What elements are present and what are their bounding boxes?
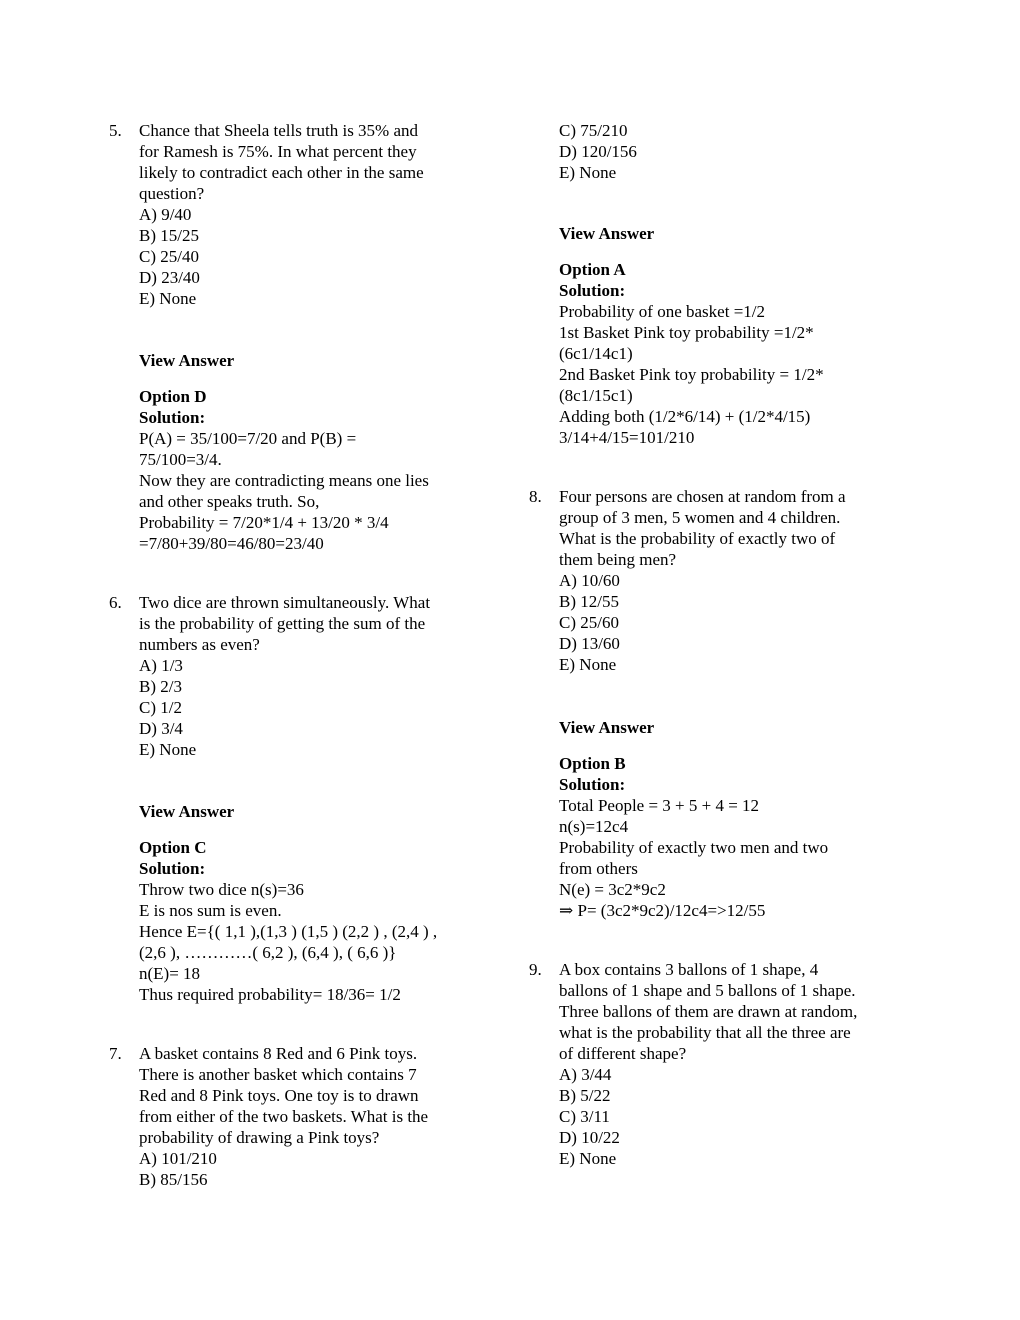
correct-option: Option D [139, 387, 207, 406]
answer-option: A) 101/210 [139, 1149, 217, 1168]
question-number: 7. [109, 1044, 122, 1063]
solution-label: Solution: [559, 281, 626, 300]
solution-text: =7/80+39/80=46/80=23/40 [139, 534, 324, 553]
answer-option: A) 1/3 [139, 656, 183, 675]
solution-text: n(E)= 18 [139, 964, 201, 983]
answer-option: C) 25/60 [559, 613, 619, 632]
solution-block [559, 259, 824, 448]
correct-option: Option B [559, 754, 626, 773]
question-text: A box contains 3 ballons of 1 shape, 4 [559, 960, 819, 979]
question-text: numbers as even? [139, 635, 260, 654]
solution-text: E is nos sum is even. [139, 901, 282, 920]
question-9 [529, 959, 858, 1169]
question-number: 9. [529, 960, 542, 979]
solution-label: Solution: [559, 775, 626, 794]
solution-text: Probability of one basket =1/2 [559, 302, 766, 321]
question-8 [529, 486, 846, 675]
answer-option: A) 10/60 [559, 571, 620, 590]
view-answer [139, 350, 234, 371]
answer-option: B) 2/3 [139, 677, 182, 696]
view-answer [559, 717, 654, 738]
solution-text: Hence E={( 1,1 ),(1,3 ) (1,5 ) (2,2 ) , (2,4 ) , [139, 922, 438, 941]
question-text: Chance that Sheela tells truth is 35% and [139, 121, 419, 140]
answer-option: B) 85/156 [139, 1170, 208, 1189]
question-text: for Ramesh is 75%. In what percent they [139, 142, 417, 161]
question-text: group of 3 men, 5 women and 4 children. [559, 508, 841, 527]
answer-option: B) 12/55 [559, 592, 619, 611]
answer-option: D) 23/40 [139, 268, 200, 287]
view-answer-link[interactable]: View Answer [139, 802, 235, 821]
solution-text: ⇒ P= (3c2*9c2)/12c4=>12/55 [559, 901, 766, 920]
solution-text: (8c1/15c1) [559, 386, 633, 405]
question-text: Four persons are chosen at random from a [559, 487, 846, 506]
question-text: Two dice are thrown simultaneously. What [139, 593, 431, 612]
answer-option: E) None [559, 163, 617, 182]
answer-option: D) 10/22 [559, 1128, 620, 1147]
solution-text: 2nd Basket Pink toy probability = 1/2* [559, 365, 824, 384]
solution-text: Total People = 3 + 5 + 4 = 12 [559, 796, 760, 815]
question-text: Three ballons of them are drawn at random, [559, 1002, 858, 1021]
solution-block [139, 837, 437, 1005]
question-number: 5. [109, 121, 122, 140]
question-text: likely to contradict each other in the same [139, 163, 424, 182]
question-text: of different shape? [559, 1044, 687, 1063]
question-text: from either of the two baskets. What is the [139, 1107, 429, 1126]
solution-text: Now they are contradicting means one lies [139, 471, 429, 490]
answer-option: E) None [139, 740, 197, 759]
answer-option: D) 13/60 [559, 634, 620, 653]
answer-option: B) 15/25 [139, 226, 199, 245]
correct-option: Option C [139, 838, 207, 857]
question-number: 6. [109, 593, 122, 612]
solution-text: N(e) = 3c2*9c2 [559, 880, 666, 899]
answer-option: C) 75/210 [559, 121, 628, 140]
answer-option: D) 120/156 [559, 142, 637, 161]
solution-text: 1st Basket Pink toy probability =1/2* [559, 323, 814, 342]
solution-text: (2,6 ), …………( 6,2 ), (6,4 ), ( 6,6 )} [139, 943, 397, 962]
view-answer-link[interactable]: View Answer [559, 224, 655, 243]
solution-block [139, 386, 429, 554]
question-text: probability of drawing a Pink toys? [139, 1128, 380, 1147]
view-answer [559, 223, 654, 244]
question-5 [109, 120, 424, 309]
question-text: them being men? [559, 550, 677, 569]
answer-option: E) None [139, 289, 197, 308]
question-options-continued [559, 120, 637, 183]
solution-block [559, 753, 828, 921]
question-text: what is the probability that all the three are [559, 1023, 851, 1042]
solution-text: Probability = 7/20*1/4 + 13/20 * 3/4 [139, 513, 389, 532]
solution-text: Probability of exactly two men and two [559, 838, 829, 857]
question-number: 8. [529, 487, 542, 506]
solution-text: Throw two dice n(s)=36 [139, 880, 304, 899]
correct-option: Option A [559, 260, 626, 279]
question-text: A basket contains 8 Red and 6 Pink toys. [139, 1044, 418, 1063]
view-answer-link[interactable]: View Answer [139, 351, 235, 370]
answer-option: A) 3/44 [559, 1065, 612, 1084]
solution-text: from others [559, 859, 638, 878]
view-answer [139, 801, 234, 822]
solution-label: Solution: [139, 408, 206, 427]
answer-option: C) 1/2 [139, 698, 182, 717]
answer-option: B) 5/22 [559, 1086, 611, 1105]
answer-option: E) None [559, 655, 617, 674]
question-text: question? [139, 184, 205, 203]
question-7 [109, 1043, 429, 1190]
answer-option: D) 3/4 [139, 719, 183, 738]
question-text: There is another basket which contains 7 [139, 1065, 417, 1084]
question-text: ballons of 1 shape and 5 ballons of 1 shape. [559, 981, 856, 1000]
view-answer-link[interactable]: View Answer [559, 718, 655, 737]
question-text: is the probability of getting the sum of the [139, 614, 426, 633]
solution-text: Thus required probability= 18/36= 1/2 [139, 985, 401, 1004]
solution-label: Solution: [139, 859, 206, 878]
solution-text: n(s)=12c4 [559, 817, 629, 836]
solution-text: P(A) = 35/100=7/20 and P(B) = [139, 429, 357, 448]
answer-option: C) 25/40 [139, 247, 199, 266]
solution-text: Adding both (1/2*6/14) + (1/2*4/15) [559, 407, 811, 426]
question-text: Red and 8 Pink toys. One toy is to drawn [139, 1086, 419, 1105]
answer-option: A) 9/40 [139, 205, 192, 224]
solution-text: (6c1/14c1) [559, 344, 633, 363]
answer-option: E) None [559, 1149, 617, 1168]
solution-text: 3/14+4/15=101/210 [559, 428, 695, 447]
answer-option: C) 3/11 [559, 1107, 610, 1126]
question-6 [109, 592, 431, 760]
question-text: What is the probability of exactly two of [559, 529, 836, 548]
solution-text: and other speaks truth. So, [139, 492, 320, 511]
solution-text: 75/100=3/4. [139, 450, 222, 469]
